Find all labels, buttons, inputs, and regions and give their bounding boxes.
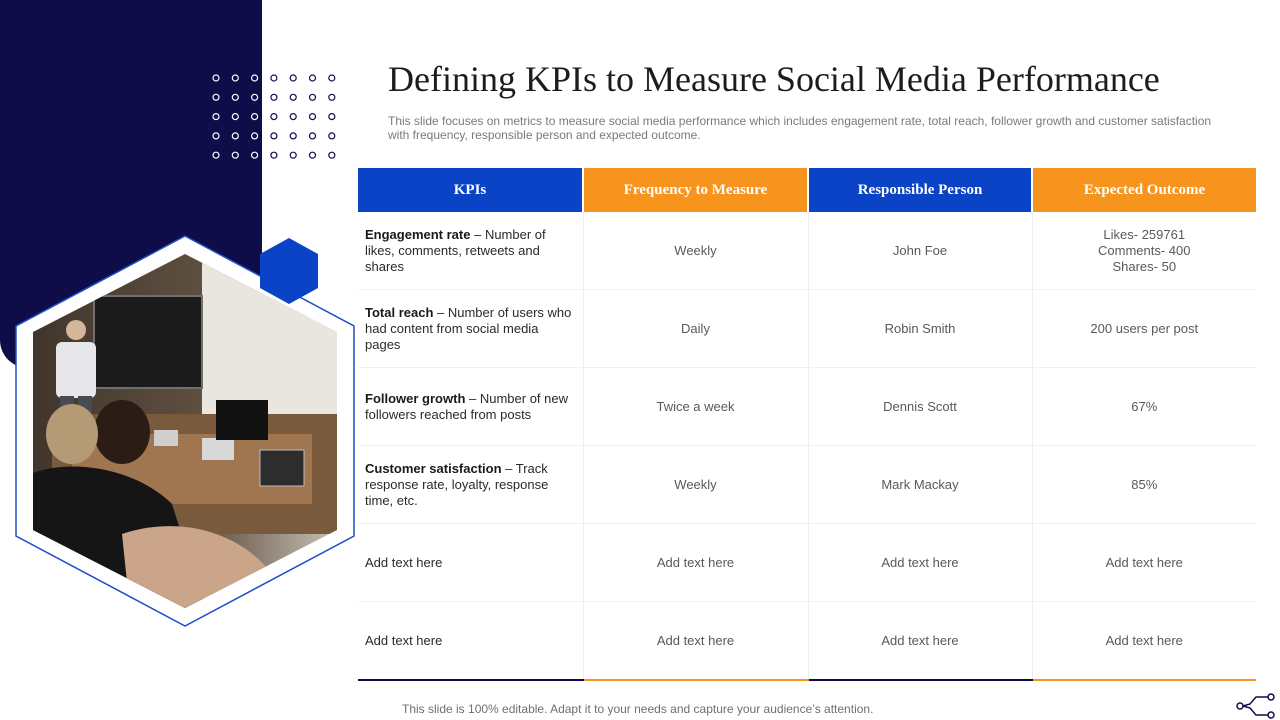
grid-dot [310,94,316,100]
outcome-line: Add text here [1105,632,1183,648]
kpi-description: Add text here [365,632,443,648]
grid-dot [252,94,258,100]
grid-dot [271,114,277,120]
kpi-table [358,168,1256,681]
kpi-description: – Track response rate, loyalty, response time, etc. [365,460,549,508]
grid-dot [252,152,258,158]
grid-dot [271,133,277,139]
kpi-name: Follower growth [365,390,466,406]
outcome-line: 67% [1131,398,1158,414]
table-row [358,446,1256,524]
outcome-cell [1032,446,1256,524]
outcome-cell [1032,602,1256,681]
grid-dot [252,75,258,81]
grid-dot [329,75,335,81]
grid-dot [252,114,258,120]
footer-note: This slide is 100% editable. Adapt it to your needs and capture your audience’s attention. [402,702,874,716]
grid-dot [290,75,296,81]
grid-dot [232,75,238,81]
frequency-cell: Twice a week [583,368,808,446]
hexagon-icon [258,236,320,306]
header-frequency: Frequency to Measure [583,168,808,212]
kpi-cell [358,602,583,681]
table-header-row [358,168,1256,212]
dot-grid-icon [206,70,346,166]
page-subtitle: This slide focuses on metrics to measure social media performance which includes engagement rate, total reach, follower growth and customer satisfaction with frequency, responsible person and expected outcome. [388,114,1212,142]
person-cell: Robin Smith [808,290,1032,368]
table-row [358,290,1256,368]
grid-dot [329,133,335,139]
grid-dot [329,94,335,100]
outcome-line: Comments- 400 [1098,242,1191,258]
header-responsible-person: Responsible Person [808,168,1032,212]
person-cell: Mark Mackay [808,446,1032,524]
kpi-cell [358,290,583,368]
grid-dot [310,152,316,158]
grid-dot [329,114,335,120]
person-cell: Add text here [808,602,1032,681]
outcome-cell [1032,290,1256,368]
grid-dot [232,133,238,139]
circuit-connector-icon [1234,692,1276,720]
person-cell: Add text here [808,524,1032,602]
kpi-name: Customer satisfaction [365,460,502,476]
outcome-cell [1032,212,1256,290]
kpi-cell [358,524,583,602]
page-title: Defining KPIs to Measure Social Media Performance [388,59,1160,99]
frequency-cell: Add text here [583,524,808,602]
grid-dot [213,114,219,120]
grid-dot [329,152,335,158]
header-expected-outcome: Expected Outcome [1032,168,1256,212]
kpi-description: Add text here [365,554,443,570]
table-row [358,524,1256,602]
kpi-cell [358,446,583,524]
outcome-cell [1032,524,1256,602]
outcome-line: Likes- 259761 [1103,226,1186,242]
kpi-cell [358,212,583,290]
grid-dot [290,133,296,139]
grid-dot [271,94,277,100]
kpi-description: – Number of users who had content from social media pages [365,304,572,352]
outcome-line: 85% [1131,476,1158,492]
grid-dot [271,75,277,81]
table-row [358,602,1256,681]
grid-dot [310,133,316,139]
grid-dot [213,152,219,158]
frequency-cell: Add text here [583,602,808,681]
frequency-cell: Daily [583,290,808,368]
grid-dot [213,75,219,81]
kpi-name: Engagement rate [365,226,471,242]
table-row [358,212,1256,290]
grid-dot [213,94,219,100]
grid-dot [290,114,296,120]
grid-dot [232,152,238,158]
outcome-cell [1032,368,1256,446]
grid-dot [271,152,277,158]
grid-dot [290,94,296,100]
person-cell: John Foe [808,212,1032,290]
grid-dot [232,114,238,120]
person-cell: Dennis Scott [808,368,1032,446]
grid-dot [213,133,219,139]
grid-dot [232,94,238,100]
grid-dot [310,114,316,120]
header-kpis: KPIs [358,168,583,212]
kpi-description: – Number of new followers reached from posts [365,390,568,422]
kpi-cell [358,368,583,446]
table-row [358,368,1256,446]
frequency-cell: Weekly [583,212,808,290]
kpi-name: Total reach [365,304,434,320]
grid-dot [290,152,296,158]
frequency-cell: Weekly [583,446,808,524]
kpi-description: – Number of likes, comments, retweets and shares [365,226,546,274]
outcome-line: Shares- 50 [1112,258,1177,274]
outcome-line: 200 users per post [1090,320,1199,336]
grid-dot [252,133,258,139]
grid-dot [310,75,316,81]
outcome-line: Add text here [1105,554,1183,570]
